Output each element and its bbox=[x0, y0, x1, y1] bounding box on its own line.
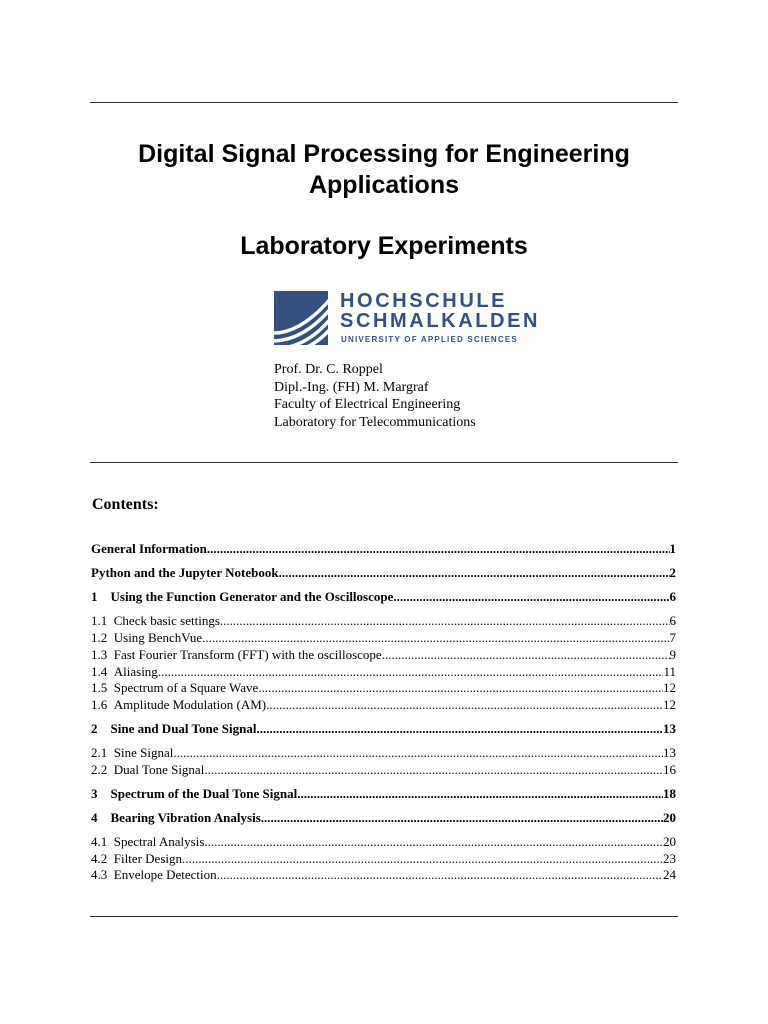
author-line: Prof. Dr. C. Roppel bbox=[274, 362, 383, 377]
toc-label: General Information bbox=[91, 541, 207, 556]
toc-label: 1 Using the Function Generator and the Oscilloscope bbox=[91, 589, 394, 604]
toc-entry[interactable] bbox=[91, 762, 676, 778]
toc-page: 2 bbox=[669, 565, 676, 580]
toc-label: 1.4 Aliasing bbox=[91, 664, 158, 679]
toc-label: 2 Sine and Dual Tone Signal bbox=[91, 721, 257, 736]
toc-entry[interactable] bbox=[91, 541, 676, 557]
middle-rule bbox=[90, 462, 678, 463]
toc-page: 16 bbox=[663, 762, 676, 777]
toc-page: 11 bbox=[663, 664, 676, 679]
author-line: Dipl.-Ing. (FH) M. Margraf bbox=[274, 379, 429, 395]
toc-label: 2.1 Sine Signal bbox=[91, 745, 174, 760]
toc-label: 4.1 Spectral Analysis bbox=[91, 834, 205, 849]
toc-page: 13 bbox=[663, 721, 676, 736]
document-title-line1: Digital Signal Processing for Engineering bbox=[138, 140, 630, 168]
toc-page: 6 bbox=[669, 613, 676, 628]
toc-entry[interactable] bbox=[91, 664, 676, 680]
bottom-rule bbox=[90, 916, 678, 917]
logo-emblem-icon bbox=[274, 291, 328, 345]
logo-line2: SCHMALKALDEN bbox=[340, 310, 541, 332]
toc-leader bbox=[279, 565, 670, 581]
toc-leader bbox=[220, 613, 670, 629]
toc-leader bbox=[217, 867, 663, 883]
toc-page: 12 bbox=[663, 697, 676, 712]
toc-label: 1.1 Check basic settings bbox=[91, 613, 220, 628]
toc-page: 6 bbox=[669, 589, 676, 604]
toc-page: 20 bbox=[663, 834, 676, 849]
toc-page: 20 bbox=[663, 810, 676, 825]
toc-entry[interactable] bbox=[91, 721, 676, 737]
toc-leader bbox=[182, 851, 663, 867]
toc-leader bbox=[256, 721, 663, 737]
logo-line3: UNIVERSITY OF APPLIED SCIENCES bbox=[341, 335, 518, 344]
toc-leader bbox=[173, 745, 663, 761]
toc-label: 1.5 Spectrum of a Square Wave bbox=[91, 680, 259, 695]
toc-leader bbox=[204, 834, 663, 850]
toc-leader bbox=[158, 664, 664, 680]
toc-label: 4.2 Filter Design bbox=[91, 851, 182, 866]
toc-leader bbox=[261, 810, 663, 826]
toc-label: 1.6 Amplitude Modulation (AM) bbox=[91, 697, 267, 712]
toc-page: 24 bbox=[663, 867, 676, 882]
toc-page: 7 bbox=[669, 630, 676, 645]
contents-heading: Contents: bbox=[92, 496, 159, 513]
toc-label: 4.3 Envelope Detection bbox=[91, 867, 217, 882]
document-subtitle: Laboratory Experiments bbox=[240, 232, 528, 260]
toc-label: 2.2 Dual Tone Signal bbox=[91, 762, 205, 777]
toc-page: 13 bbox=[663, 745, 676, 760]
toc-entry[interactable] bbox=[91, 647, 676, 663]
author-line: Laboratory for Telecommunications bbox=[274, 414, 476, 430]
author-block bbox=[274, 361, 476, 431]
toc-page: 23 bbox=[663, 851, 676, 866]
toc-entry[interactable] bbox=[91, 851, 676, 867]
toc-entry[interactable] bbox=[91, 630, 676, 646]
toc-label: 1.2 Using BenchVue bbox=[91, 630, 203, 645]
toc-leader bbox=[393, 589, 669, 605]
toc-label: 1.3 Fast Fourier Transform (FFT) with the oscilloscope bbox=[91, 647, 382, 662]
document-title-line2: Applications bbox=[308, 171, 459, 199]
toc-page: 12 bbox=[663, 680, 676, 695]
toc-entry[interactable] bbox=[91, 867, 676, 883]
toc-entry[interactable] bbox=[91, 589, 676, 605]
toc-entry[interactable] bbox=[91, 745, 676, 761]
top-rule bbox=[90, 102, 678, 103]
logo-line1: HOCHSCHULE bbox=[340, 290, 508, 312]
toc-page: 18 bbox=[663, 786, 676, 801]
toc-leader bbox=[204, 762, 663, 778]
author-line: Faculty of Electrical Engineering bbox=[274, 397, 461, 412]
toc-label: Python and the Jupyter Notebook bbox=[91, 565, 279, 580]
toc-leader bbox=[266, 697, 663, 713]
toc-entry[interactable] bbox=[91, 565, 676, 581]
toc-leader bbox=[202, 630, 669, 646]
toc-leader bbox=[382, 647, 670, 663]
toc-leader bbox=[258, 680, 663, 696]
toc-entry[interactable] bbox=[91, 834, 676, 850]
toc-entry[interactable] bbox=[91, 613, 676, 629]
university-logo bbox=[274, 290, 541, 347]
toc-entry[interactable] bbox=[91, 786, 676, 802]
toc-page: 1 bbox=[669, 541, 676, 556]
toc-leader bbox=[297, 786, 663, 802]
toc-entry[interactable] bbox=[91, 680, 676, 696]
toc-label: 3 Spectrum of the Dual Tone Signal bbox=[91, 786, 298, 801]
toc-entry[interactable] bbox=[91, 810, 676, 826]
toc-entry[interactable] bbox=[91, 697, 676, 713]
toc-label: 4 Bearing Vibration Analysis bbox=[91, 810, 261, 825]
toc-leader bbox=[207, 541, 670, 557]
toc-page: 9 bbox=[669, 647, 676, 662]
